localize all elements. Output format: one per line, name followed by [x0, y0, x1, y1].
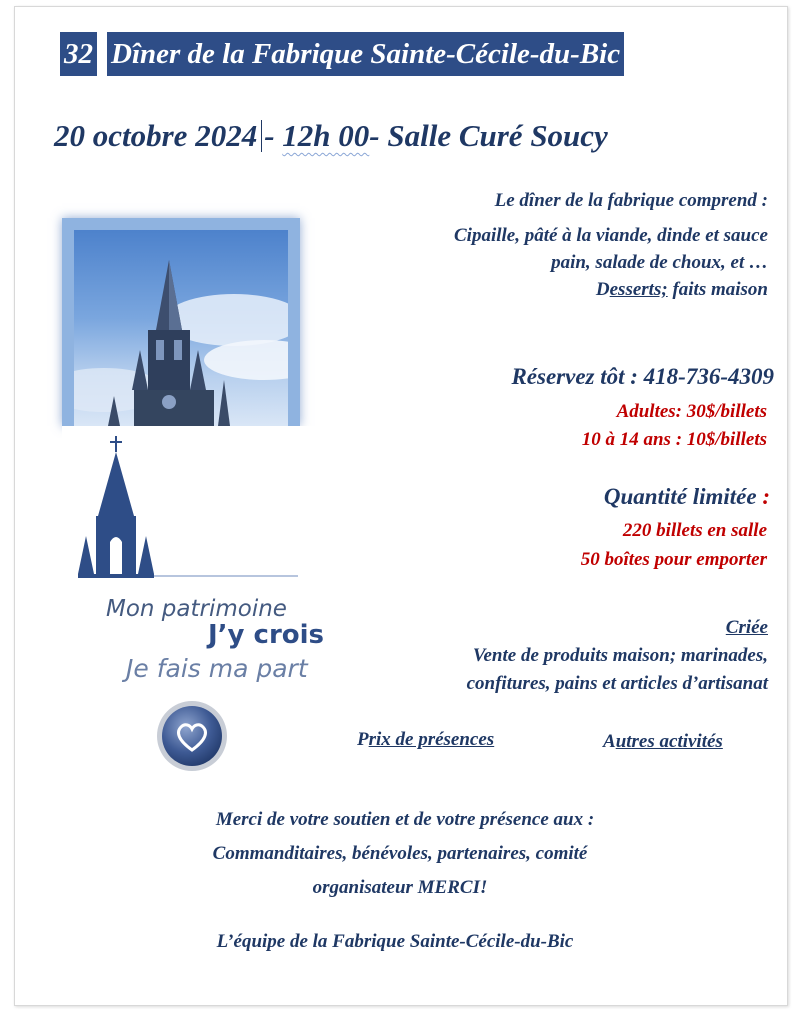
desserts-underlined: esserts; [609, 279, 668, 300]
desserts-rest: faits maison [667, 279, 768, 300]
others-initial: A [603, 731, 616, 752]
others-rest: utres activités [615, 731, 723, 752]
event-place: - Salle Curé Soucy [369, 118, 608, 153]
adult-price: Adultes: 30$/billets [616, 401, 767, 422]
price-block [582, 398, 767, 454]
church-photo-frame [62, 218, 300, 426]
quantity-heading [604, 484, 770, 510]
title-banner [60, 32, 624, 76]
event-date: 20 octobre 2024 [54, 118, 258, 153]
event-date-line [54, 118, 608, 154]
separator-bar [261, 120, 262, 152]
church-silhouette-icon [62, 426, 354, 596]
logo-line-1: Mon patrimoine [106, 596, 287, 622]
dash: - [264, 118, 283, 153]
other-activities [603, 731, 723, 753]
prizes-rest: rix de présences [368, 729, 495, 750]
menu-desserts [454, 276, 768, 303]
thanks-line-2: Commanditaires, bénévoles, partenaires, comité [212, 843, 588, 864]
event-time: 12h 00 [282, 118, 370, 153]
prizes-initial: P [357, 729, 369, 750]
thanks-line-1: Merci de votre soutien et de votre présence aux : [215, 809, 595, 830]
thanks-line-3: organisateur MERCI! [312, 877, 488, 898]
church-steeple-illustration [74, 230, 288, 426]
auction-block [467, 614, 768, 698]
auction-line-2: confitures, pains et articles d’artisanat [466, 673, 768, 694]
desserts-initial: D [595, 279, 610, 300]
logo-line-3: Je fais ma part [126, 654, 308, 683]
quantity-block [581, 516, 767, 574]
auction-line-1: Vente de produits maison; marinades, [472, 645, 768, 666]
menu-line-2: pain, salade de choux, et … [551, 252, 768, 273]
title-text: Dîner de la Fabrique Sainte-Cécile-du-Bic [107, 32, 624, 76]
menu-block [454, 187, 768, 303]
heritage-logo [62, 426, 354, 786]
thanks-block [0, 803, 800, 905]
church-photo [74, 230, 288, 426]
quantity-colon: : [756, 484, 770, 509]
auction-title: Criée [725, 617, 768, 638]
title-number: 32 [60, 32, 97, 76]
signature: L’équipe de la Fabrique Sainte-Cécile-du-Bic [216, 931, 574, 952]
hall-tickets: 220 billets en salle [622, 520, 767, 541]
takeout-boxes: 50 boîtes pour emporter [580, 549, 767, 570]
reservation-line: Réservez tôt : 418-736-4309 [511, 364, 774, 389]
door-prizes [357, 729, 494, 751]
menu-heading: Le dîner de la fabrique comprend : [494, 190, 768, 211]
youth-price: 10 à 14 ans : 10$/billets [581, 429, 767, 450]
heart-badge-icon [154, 698, 230, 774]
logo-line-2: J’y crois [208, 620, 325, 650]
quantity-label: Quantité limitée [603, 484, 757, 509]
menu-line-1: Cipaille, pâté à la viande, dinde et sauce [454, 225, 768, 246]
